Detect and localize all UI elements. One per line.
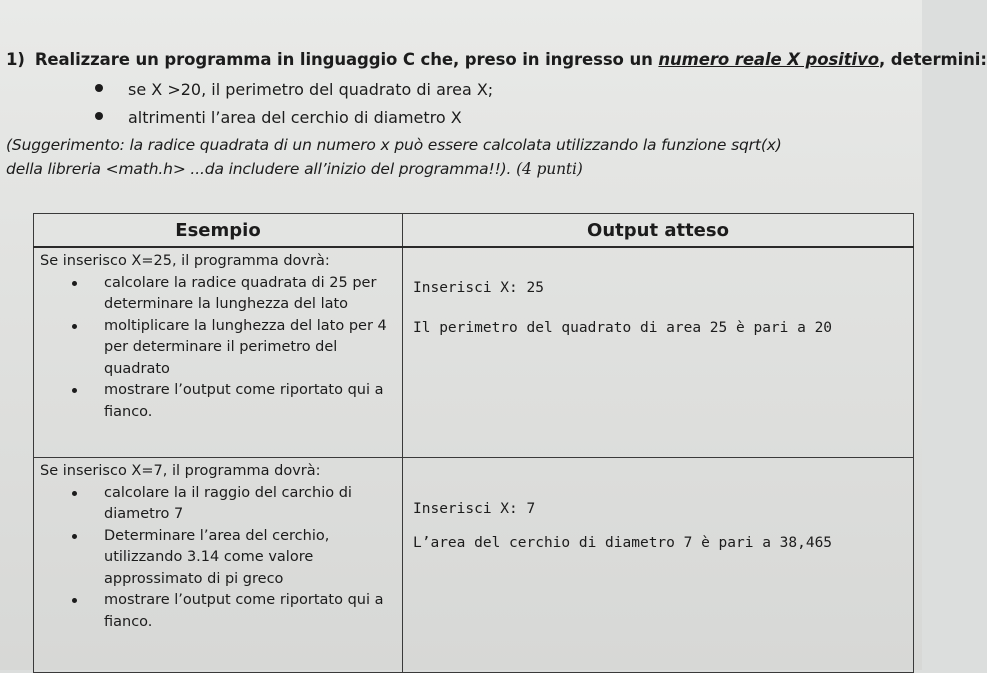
example-steps-1 (40, 273, 396, 424)
output-prompt-2: Inserisci X: 7 (413, 501, 536, 517)
question-outro: , determini: (878, 50, 987, 69)
list-item: calcolare la radice quadrata di 25 per determinare la lunghezza del lato (104, 273, 396, 316)
example-intro-1: Se inserisco X=25, il programma dovrà: (40, 253, 330, 269)
output-result-2: L’area del cerchio di diametro 7 è pari a 38,465 (413, 535, 833, 551)
requirement-bullet-1 (128, 80, 493, 99)
list-item: Determinare l’area del cerchio, utilizzando 3.14 come valore approssimato di pi greco (104, 526, 396, 591)
question-underlined-term: numero reale X positivo (658, 50, 879, 69)
table-row (34, 247, 914, 458)
hint-line-2-text: della libreria <math.h> ...da includere all’inizio del programma!!). (6, 160, 517, 178)
question-intro: Realizzare un programma in linguaggio C che, preso in ingresso un (34, 50, 659, 69)
header-esempio: Esempio (34, 214, 403, 248)
example-steps-2 (40, 483, 396, 634)
output-result-1: Il perimetro del quadrato di area 25 è pari a 20 (413, 320, 833, 336)
header-output-atteso: Output atteso (403, 214, 914, 248)
question-title (6, 50, 987, 69)
example-cell-1 (34, 247, 403, 458)
requirement-bullet-2 (128, 108, 462, 127)
points-label: (4 punti) (516, 160, 583, 178)
output-cell-1 (403, 247, 914, 458)
table-header-row (34, 214, 914, 248)
list-item: mostrare l’output come riportato qui a fianco. (104, 380, 396, 423)
bullet-dot-icon (95, 84, 103, 92)
hint-line-1: (Suggerimento: la radice quadrata di un numero x può essere calcolata utilizzando la funzione sqrt(x) (6, 136, 782, 154)
table-row (34, 458, 914, 673)
list-item: moltiplicare la lunghezza del lato per 4 per determinare il perimetro del quadrato (104, 316, 396, 381)
hint-line-2 (6, 160, 583, 178)
question-number: 1) (6, 50, 25, 69)
example-intro-2: Se inserisco X=7, il programma dovrà: (40, 463, 321, 479)
requirement-text-1: se X >20, il perimetro del quadrato di area X; (128, 80, 494, 99)
list-item: mostrare l’output come riportato qui a fianco. (104, 590, 396, 633)
bullet-dot-icon (95, 112, 103, 120)
output-cell-2 (403, 458, 914, 673)
list-item: calcolare la il raggio del carchio di diametro 7 (104, 483, 396, 526)
example-cell-2 (34, 458, 403, 673)
requirement-text-2: altrimenti l’area del cerchio di diametro X (128, 108, 462, 127)
output-prompt-1: Inserisci X: 25 (413, 280, 544, 296)
example-table (33, 213, 914, 673)
